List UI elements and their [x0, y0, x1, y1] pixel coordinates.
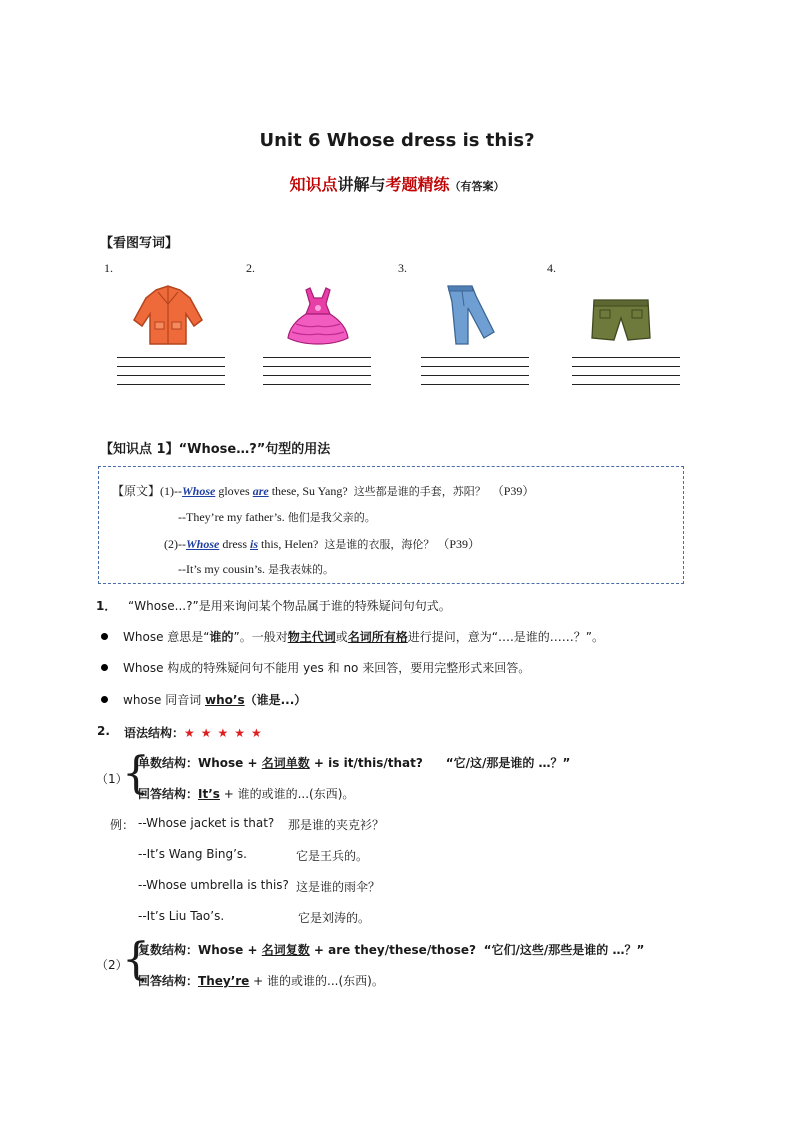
source-line-4 [178, 561, 334, 577]
example-en: --It’s Wang Bing’s. [138, 847, 247, 861]
structure-singular [138, 754, 570, 771]
document-subtitle [0, 172, 794, 195]
item-number: 3. [398, 261, 407, 275]
item-number: 1. [104, 261, 113, 275]
example-cn: 那是谁的夹克衫？ [288, 818, 385, 832]
text: (1)-- [160, 484, 182, 498]
keyword: Whose [185, 537, 220, 551]
text: dress [219, 537, 250, 551]
subtitle-note: （有答案） [449, 180, 505, 193]
text: these, Su Yang? [268, 484, 348, 498]
text: 语法结构： [124, 726, 185, 740]
text: 或 [335, 630, 348, 644]
answer-lines[interactable] [421, 357, 529, 393]
translation: 是我表妹的。 [268, 563, 334, 576]
section-heading-picture-words: 【看图写词】 [100, 236, 179, 251]
point-number: 2. [97, 724, 110, 738]
brace-icon: { [122, 748, 150, 799]
jeans-icon [438, 282, 500, 350]
subtitle-part: 知识点 [289, 175, 338, 194]
translation: 他们是我父亲的。 [287, 511, 376, 524]
bullet-icon [101, 696, 108, 703]
text: gloves [215, 484, 253, 498]
shorts-icon [588, 296, 654, 346]
text: “它/这/那是谁的 …？” [445, 756, 571, 770]
source-label: 【原文】 [112, 484, 161, 498]
item-number: 4. [547, 261, 556, 275]
example-cn: 这是谁的雨伞？ [296, 880, 381, 894]
text: --It’s my cousin’s. [178, 562, 265, 576]
item-number: 2. [246, 261, 255, 275]
text: 单数结构： [138, 756, 199, 770]
structure-label: （1） [96, 772, 128, 786]
text: It’s [198, 787, 220, 801]
bullet-icon [101, 633, 108, 640]
example-cn: 它是刘涛的。 [298, 911, 371, 925]
structure-label: （2） [96, 958, 128, 972]
document-title: Unit 6 Whose dress is this? [259, 130, 535, 151]
source-line-2 [178, 509, 376, 525]
text: who’s [205, 693, 245, 707]
text: 物主代词 [287, 630, 336, 644]
bullet-icon [101, 664, 108, 671]
text: 名词复数 [261, 943, 310, 957]
subtitle-part: 考题精练 [385, 175, 450, 194]
point-text: “Whose...?”是用来询问某个物品属于谁的特殊疑问句句式。 [128, 599, 451, 613]
answer-lines[interactable] [117, 357, 225, 393]
dress-icon [280, 284, 356, 350]
section-heading-knowledge-1: 【知识点 1】“Whose…?”句型的用法 [100, 442, 331, 457]
page-ref: （P39） [437, 537, 481, 551]
text: 回答结构： [138, 974, 199, 988]
answer-lines[interactable] [572, 357, 680, 393]
text: Whose + [198, 756, 262, 770]
text: --They’re my father’s. [178, 510, 285, 524]
bullet-text-1 [123, 628, 604, 645]
example-en: --It’s Liu Tao’s. [138, 909, 225, 923]
text: + is it/this/that? [309, 756, 423, 770]
brace-icon: { [122, 934, 150, 985]
example-cn: 它是王兵的。 [296, 849, 369, 863]
text: this, Helen? [258, 537, 319, 551]
text: ”。一般对 [233, 630, 288, 644]
text: “它们/这些/那些是谁的 …？” [483, 943, 645, 957]
text: （谁是...） [244, 693, 307, 707]
translation: 这是谁的衣服，海伦？ [324, 538, 435, 551]
source-line-1 [112, 482, 534, 499]
star-rating: ★★★★★ [184, 726, 268, 740]
text: whose 同音词 [123, 693, 206, 707]
answer-lines[interactable] [263, 357, 371, 393]
text: + 谁的或谁的...(东西)。 [249, 974, 384, 988]
structure-answer [138, 972, 384, 989]
text: 进行提问，意为“….是谁的……？”。 [407, 630, 605, 644]
bullet-text-3 [123, 691, 306, 708]
keyword: Whose [182, 484, 216, 498]
translation: 这些都是谁的手套，苏阳？ [353, 485, 486, 498]
page-ref: （P39） [491, 484, 535, 498]
point-number: 1． [96, 599, 117, 613]
subtitle-part: 讲解与 [337, 175, 386, 194]
text: 名词所有格 [347, 630, 408, 644]
text: They’re [198, 974, 250, 988]
source-line-3 [164, 535, 480, 552]
text: (2)-- [164, 537, 186, 551]
example-en: --Whose jacket is that? [138, 816, 275, 830]
text: Whose + [198, 943, 262, 957]
text: 复数结构： [138, 943, 199, 957]
structure-answer [138, 785, 354, 802]
example-label: 例： [110, 818, 135, 832]
text: 回答结构： [138, 787, 199, 801]
text: 谁的 [209, 630, 234, 644]
keyword: are [252, 484, 269, 498]
text: + 谁的或谁的...(东西)。 [219, 787, 355, 801]
structure-plural [138, 941, 644, 958]
point-text [124, 724, 268, 741]
text: + are they/these/those? [309, 943, 476, 957]
coat-icon [128, 284, 208, 350]
text: Whose 意思是“ [123, 630, 210, 644]
bullet-text-2: Whose 构成的特殊疑问句不能用 yes 和 no 来回答，要用完整形式来回答。 [123, 661, 531, 675]
example-en: --Whose umbrella is this? [138, 878, 289, 892]
text: 名词单数 [261, 756, 310, 770]
keyword: is [250, 537, 259, 551]
